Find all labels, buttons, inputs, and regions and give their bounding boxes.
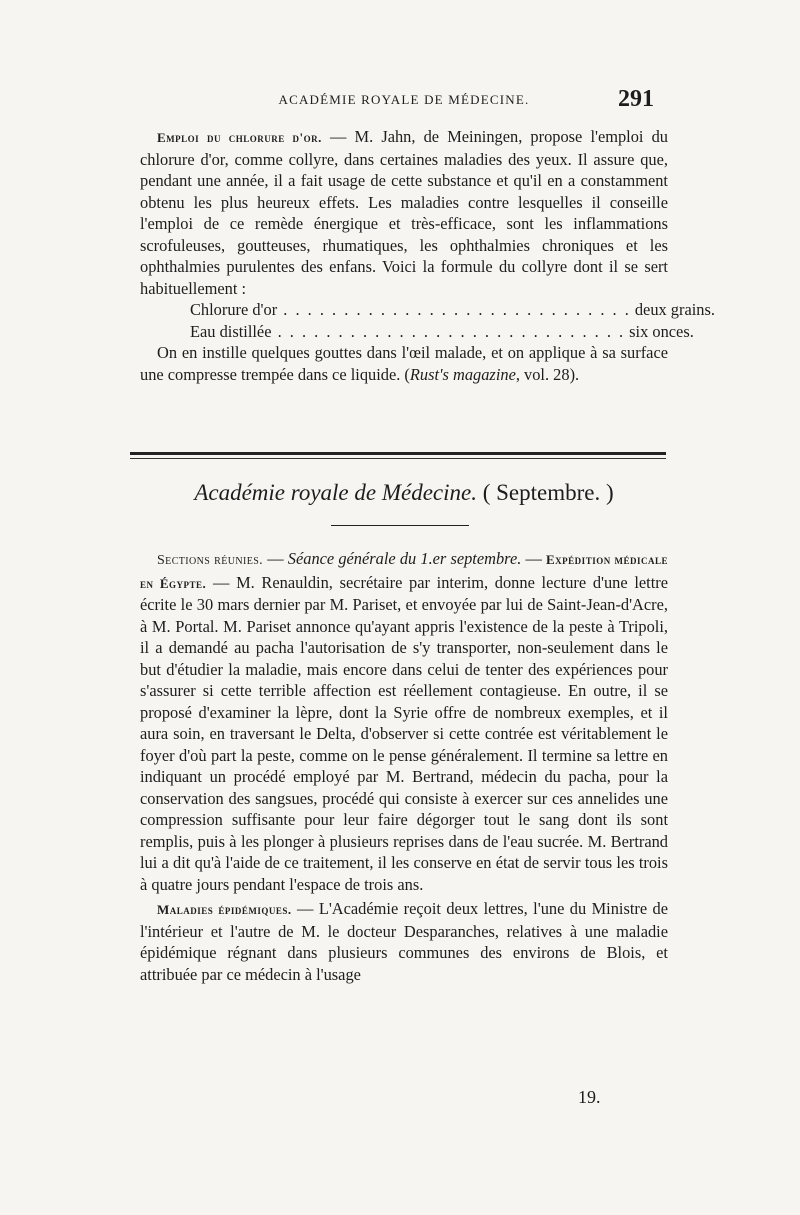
running-head: ACADÉMIE ROYALE DE MÉDECINE.: [278, 92, 530, 107]
leader-dots: . . . . . . . . . . . . . . . . . . . . . . . . . . . . .: [277, 300, 631, 319]
source-citation: Rust's magazine: [409, 364, 516, 384]
article-paragraph: On en instille quelques gouttes dans l'œil malade, et on applique à sa surface une compresse trempée dans ce liquide. (Rust's magazine, vol. 28).: [140, 343, 668, 384]
session-date: Séance générale du 1.er septembre.: [287, 549, 522, 568]
article-body: L'Académie reçoit deux lettres, l'une du Ministre de l'intérieur et l'autre de M. le docteur Desparanches, relatives à une maladie épidémique régnant dans plusieurs communes des environs de Blois, et attribuée par ce médecin à l'usage: [140, 899, 668, 984]
article-heading: Expédition médicale en Égypte.: [140, 552, 668, 591]
article-paragraph: Emploi du chlorure d'or. — M. Jahn, de Meiningen, propose l'emploi du chlorure d'or, comme collyre, dans certaines maladies des yeux. Il assure que, pendant une année, il a fait usage de cette substance et qu'il en a constamment obtenu les plus heureux effets. Les maladies contre lesquelles il conseille l'emploi de ce remède énergique et très-efficace, sont les inflammations scrofuleuses, goutteuses, rhumatiques, les ophthalmies chroniques et les ophthalmies purulentes des enfans. Voici la formule du collyre dont il se sert habituellement :: [140, 127, 668, 298]
section-subtitle: ( Septembre. ): [482, 480, 614, 505]
session-lead: Sections réunies.: [157, 553, 264, 568]
article-expedition-egypte: [140, 548, 668, 985]
article-paragraph: Maladies épidémiques. — L'Académie reçoit deux lettres, l'une du Ministre de l'intérieur et l'autre de M. le docteur Desparanches, relatives à une maladie épidémique régnant dans plusieurs communes des environs de Blois, et attribuée par ce médecin à l'usage: [140, 899, 668, 984]
ingredient-quantity: six onces.: [629, 321, 694, 341]
formula: [140, 299, 715, 342]
formula-line: [190, 299, 715, 321]
ingredient-name: Chlorure d'or: [190, 300, 278, 319]
ingredient-name: Eau distillée: [190, 321, 272, 341]
section-divider: [130, 452, 666, 459]
article-body: M. Jahn, de Meiningen, propose l'emploi du chlorure d'or, comme collyre, dans certaines maladies des yeux. Il assure que, pendant une année, il a fait usage de cette substance et qu'il en a constamment obtenu les plus heureux effets. Les maladies contre lesquelles il conseille l'emploi de ce remède énergique et très-efficace, sont les inflammations scrofuleuses, goutteuses, rhumatiques, les ophthalmies chroniques et les ophthalmies purulentes des enfans. Voici la formule du collyre dont il se sert habituellement :: [140, 127, 668, 298]
ingredient-quantity: deux grains.: [634, 300, 715, 319]
article-paragraph: Sections réunies. — Séance générale du 1.er septembre. — Expédition médicale en Égypte. — M. Renauldin, secrétaire par interim, donne lecture d'une lettre écrite le 30 mars dernier par M. Pariset, et envoyée par lui de Saint-Jean-d'Acre, à M. Portal. M. Pariset annonce qu'ayant appris l'existence de la peste à Tripoli, il a demandé au pacha l'autorisation de s'y transporter, non-seulement dans le but d'étudier la maladie, mais encore dans celui de tenter des expériences pour s'assurer si cette terrible affection est réellement contagieuse. En outre, il se proposé d'examiner la lèpre, dont la Syrie offre de nombreux exemples, et il aura soin, en traversant le Delta, d'observer si cette contrée est véritablement le foyer d'où part la peste, comme on le pense généralement. Il termine sa lettre en indiquant un procédé employé par M. Bertrand, médecin du pacha, pour la conservation des sangsues, procédé qui consiste à exercer sur ces annelides une compression suffisante pour leur faire dégorger tout le sang dont ils sont remplis, puis à les plonger à plusieurs reprises dans de l'eau sucrée. M. Bertrand lui a dit qu'à l'aide de ce traitement, il les conserve en état de servir tous les trois à quatre jours pendant l'espace de trois ans.: [140, 549, 668, 894]
section-title-text: Académie royale de Médecine.: [194, 480, 477, 505]
leader-dots: . . . . . . . . . . . . . . . . . . . . . . . . . . . . .: [271, 321, 626, 341]
article-body: M. Renauldin, secrétaire par interim, donne lecture d'une lettre écrite le 30 mars dernier par M. Pariset, et envoyée par lui de Saint-Jean-d'Acre, à M. Portal. M. Pariset annonce qu'ayant appris l'existence de la peste à Tripoli, il a demandé au pacha l'autorisation de s'y transporter, non-seulement dans le but d'étudier la maladie, mais encore dans celui de tenter des expériences pour s'assurer si cette terrible affection est réellement contagieuse. En outre, il se proposé d'examiner la lèpre, dont la Syrie offre de nombreux exemples, et il aura soin, en traversant le Delta, d'observer si cette contrée est véritablement le foyer d'où part la peste, comme on le pense généralement. Il termine sa lettre en indiquant un procédé employé par M. Bertrand, médecin du pacha, pour la conservation des sangsues, procédé qui consiste à exercer sur ces annelides une compression suffisante pour leur faire dégorger tout le sang dont ils sont remplis, puis à les plonger à plusieurs reprises dans de l'eau sucrée. M. Bertrand lui a dit qu'à l'aide de ce traitement, il les conserve en état de servir tous les trois à quatre jours pendant l'espace de trois ans.: [140, 572, 668, 894]
article-heading: Maladies épidémiques.: [157, 902, 292, 917]
signature-mark: 19.: [578, 1087, 601, 1107]
title-underline: [331, 525, 469, 526]
section-title: [140, 480, 668, 506]
formula-line: [190, 321, 694, 343]
article-chlorure-dor: [140, 126, 715, 385]
article-heading: Emploi du chlorure d'or.: [157, 130, 322, 145]
page-number: 291: [618, 86, 654, 112]
